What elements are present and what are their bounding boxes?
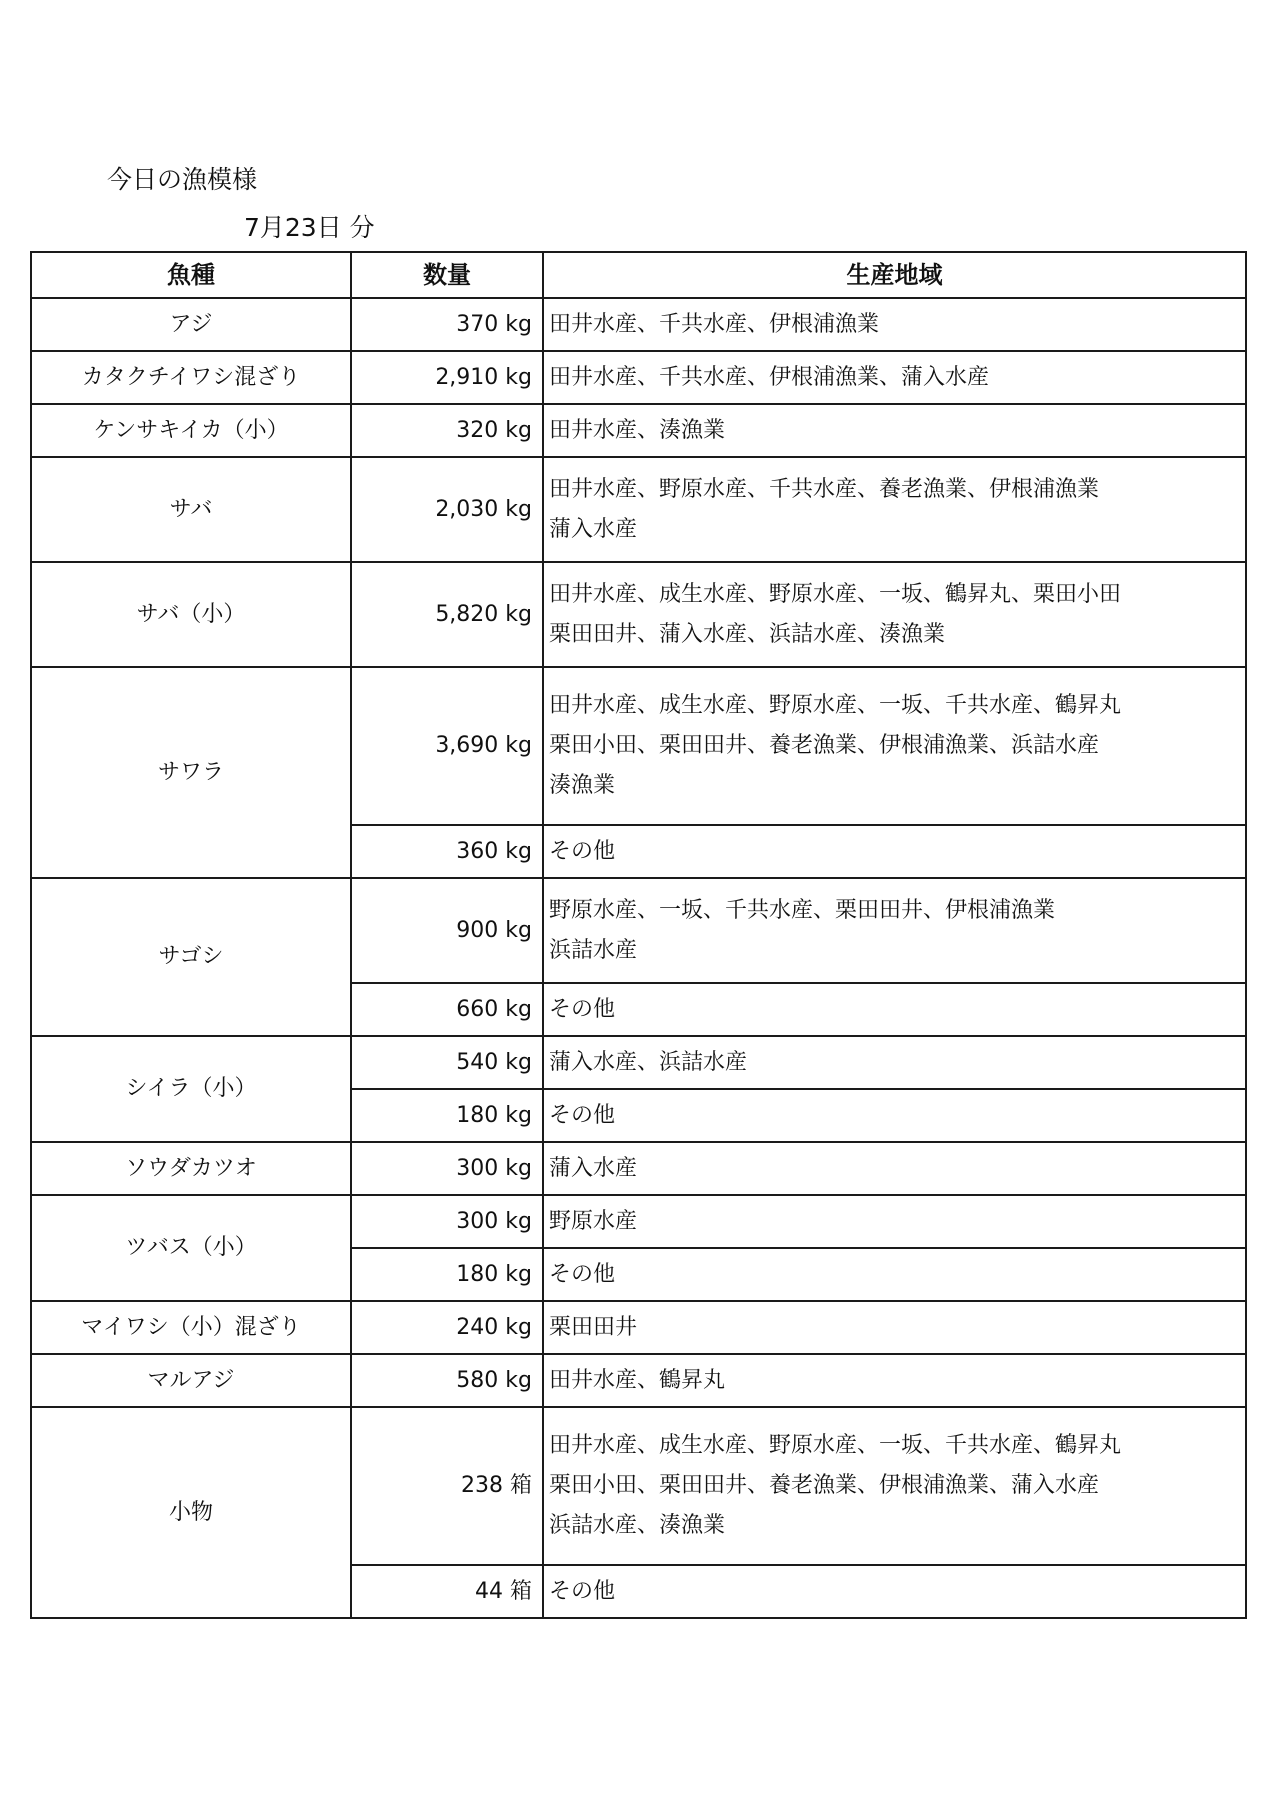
fish-species-cell: マイワシ（小）混ざり [31, 1301, 351, 1354]
table-row [31, 351, 1246, 404]
region-line: 田井水産、千共水産、伊根浦漁業、蒲入水産 [549, 364, 990, 390]
quantity-cell: 370 kg [351, 298, 543, 351]
table-row [31, 298, 1246, 351]
region-line: 湊漁業 [549, 773, 616, 798]
region-cell [543, 1142, 1246, 1195]
region-line: 蒲入水産 [549, 1155, 638, 1181]
quantity-cell: 300 kg [351, 1142, 543, 1195]
fish-species-cell: サバ [31, 457, 351, 562]
region-cell [543, 1565, 1246, 1618]
quantity-cell: 660 kg [351, 983, 543, 1036]
table-row [31, 404, 1246, 457]
header-region: 生産地域 [543, 252, 1246, 298]
region-cell [543, 1354, 1246, 1407]
region-cell [543, 351, 1246, 404]
quantity-cell: 44 箱 [351, 1565, 543, 1618]
fish-species-cell: ソウダカツオ [31, 1142, 351, 1195]
region-cell [543, 1195, 1246, 1248]
region-line: 浜詰水産 [549, 937, 638, 963]
fish-species-cell: ケンサキイカ（小） [31, 404, 351, 457]
table-row [31, 667, 1246, 825]
table-row [31, 1301, 1246, 1354]
quantity-cell: 540 kg [351, 1036, 543, 1089]
fish-species-cell: アジ [31, 298, 351, 351]
report-date: 7月23日 分 [244, 213, 375, 242]
header-fish: 魚種 [31, 252, 351, 298]
region-cell [543, 983, 1246, 1036]
region-cell [543, 1248, 1246, 1301]
page-title: 今日の漁模様 [107, 165, 258, 194]
quantity-cell: 180 kg [351, 1248, 543, 1301]
quantity-cell: 2,910 kg [351, 351, 543, 404]
region-line: 田井水産、鶴昇丸 [549, 1367, 726, 1393]
region-line: 浜詰水産、湊漁業 [549, 1513, 726, 1538]
region-line: 蒲入水産 [549, 516, 638, 542]
table-row [31, 1354, 1246, 1407]
quantity-cell: 900 kg [351, 878, 543, 983]
quantity-cell: 2,030 kg [351, 457, 543, 562]
region-cell [543, 878, 1246, 983]
region-cell [543, 825, 1246, 878]
region-line: その他 [549, 1578, 616, 1604]
quantity-cell: 3,690 kg [351, 667, 543, 825]
region-line: その他 [549, 996, 616, 1022]
fish-species-cell: サバ（小） [31, 562, 351, 667]
fish-species-cell: サワラ [31, 667, 351, 878]
table-row [31, 562, 1246, 667]
region-line: 蒲入水産、浜詰水産 [549, 1049, 748, 1075]
region-line: 田井水産、野原水産、千共水産、養老漁業、伊根浦漁業 [549, 476, 1100, 502]
table-row [31, 457, 1246, 562]
quantity-cell: 180 kg [351, 1089, 543, 1142]
region-line: 田井水産、成生水産、野原水産、一坂、千共水産、鶴昇丸 [549, 1433, 1122, 1458]
table-body [31, 298, 1246, 1618]
quantity-cell: 360 kg [351, 825, 543, 878]
region-cell [543, 1036, 1246, 1089]
catch-table [30, 251, 1247, 1619]
fish-species-cell: 小物 [31, 1407, 351, 1618]
region-line: 栗田田井 [549, 1314, 638, 1340]
region-line: その他 [549, 838, 616, 864]
region-line: 田井水産、成生水産、野原水産、一坂、千共水産、鶴昇丸 [549, 693, 1122, 718]
region-line: 栗田小田、栗田田井、養老漁業、伊根浦漁業、蒲入水産 [549, 1473, 1100, 1498]
table-row [31, 1407, 1246, 1565]
fish-species-cell: ツバス（小） [31, 1195, 351, 1301]
region-cell [543, 667, 1246, 825]
region-cell [543, 457, 1246, 562]
quantity-cell: 300 kg [351, 1195, 543, 1248]
quantity-cell: 580 kg [351, 1354, 543, 1407]
header-quantity: 数量 [351, 252, 543, 298]
region-line: 田井水産、成生水産、野原水産、一坂、鶴昇丸、栗田小田 [549, 581, 1122, 607]
region-line: その他 [549, 1102, 616, 1128]
quantity-cell: 238 箱 [351, 1407, 543, 1565]
quantity-cell: 5,820 kg [351, 562, 543, 667]
table-row [31, 878, 1246, 983]
region-cell [543, 1089, 1246, 1142]
region-line: 野原水産 [549, 1208, 638, 1234]
region-cell [543, 404, 1246, 457]
region-line: 栗田小田、栗田田井、養老漁業、伊根浦漁業、浜詰水産 [549, 733, 1100, 758]
region-line: 田井水産、千共水産、伊根浦漁業 [549, 311, 880, 337]
table-row [31, 1195, 1246, 1248]
region-line: その他 [549, 1261, 616, 1287]
table-row [31, 1036, 1246, 1089]
fish-species-cell: カタクチイワシ混ざり [31, 351, 351, 404]
table-row [31, 1142, 1246, 1195]
region-line: 田井水産、湊漁業 [549, 417, 726, 443]
quantity-cell: 320 kg [351, 404, 543, 457]
region-cell [543, 1301, 1246, 1354]
region-cell [543, 1407, 1246, 1565]
region-line: 野原水産、一坂、千共水産、栗田田井、伊根浦漁業 [549, 897, 1056, 923]
region-line: 栗田田井、蒲入水産、浜詰水産、湊漁業 [549, 621, 946, 647]
region-cell [543, 562, 1246, 667]
region-cell [543, 298, 1246, 351]
fish-species-cell: サゴシ [31, 878, 351, 1036]
quantity-cell: 240 kg [351, 1301, 543, 1354]
fish-species-cell: マルアジ [31, 1354, 351, 1407]
fish-species-cell: シイラ（小） [31, 1036, 351, 1142]
table-header-row [31, 252, 1246, 298]
